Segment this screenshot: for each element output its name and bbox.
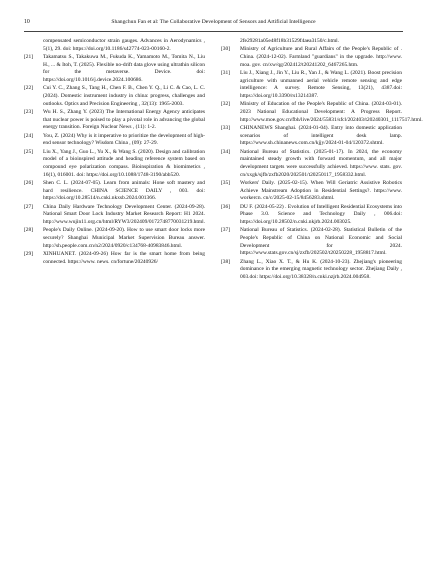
- reference-item: [24, 85, 205, 108]
- reference-text: You, Z. (2024) Why is it imperative to prioritize the development of high-end sensor technology? Wisdom China , (09): 27-29.: [43, 132, 205, 147]
- reference-item: [221, 70, 402, 101]
- reference-text: Workers' Daily. (2025-02-15). When Will Geriatric Assistive Robotics Achieve Mainstream Adoption in Residential Settings?. https://www. workercn. cn/c/2025-02-15/8456283.shtml.: [240, 179, 402, 202]
- reference-item: [221, 180, 402, 203]
- reference-text: Liu X., Yang J., Guo L., Yu X., & Wang S. (2020). Design and calibration model of a bioinspired attitude and heading reference system based on compound eye polarization compass. Bioinspiration & biomimetics , 16(1), 016001. doi: https://doi.org/10.1088/1748-3190/abb520.: [43, 148, 205, 178]
- reference-text: National Bureau of Statistics. (2025-01-17). In 2024, the economy maintained steady growth with forward momentum, and all major development targets were successfully achieved. https://www. stats. gov. cn/xxgk/sjfb/zxfb2020/202501/t20250117_1958332.html.: [240, 148, 402, 178]
- reference-item: [24, 149, 205, 180]
- reference-item: [24, 54, 205, 85]
- reference-text: CHINANEWS Shanghai. (2024-01-04). Entry into domestic application scenarios of intelligent desk lamp. https://www.sh.chinanews.com.cn/kjjy/2024-01-04/120372.shtml.: [240, 124, 402, 147]
- reference-text: People's Daily Online. (2024-09-20). How to use smart door locks more securely? Shanghai Municipal Market Supervision Bureau answer. http://sh.people.com.cn/n2/2024/0920/c134768-40983846.html.: [43, 227, 205, 249]
- page-header: [24, 19, 403, 31]
- reference-item: [221, 125, 402, 148]
- reference-number: [22]: [24, 85, 34, 92]
- reference-number: [27]: [24, 203, 34, 210]
- reference-number: [26]: [24, 179, 34, 186]
- reference-number: [36]: [221, 203, 231, 210]
- reference-number: [33]: [221, 124, 231, 131]
- reference-text: National Bureau of Statistics. (2024-02-28). Statistical Bulletin of the People's Republic of China on National Economic and Social Development for 2024. https://www.stats.gov.cn/sj/zxfb/202502/t20250228_1958817.html.: [240, 227, 402, 257]
- reference-item: [24, 109, 205, 132]
- reference-number: [35]: [221, 179, 231, 186]
- reference-item: [24, 204, 205, 227]
- reference-text: Ministry of Agriculture and Rural Affairs of the People's Republic of . China. (2024-12-02). Farmland "guardians" in the upgrade. http://www. moa. gov. cn/xw/qg/202412/t20241202_6467265.htm.: [240, 46, 402, 68]
- reference-text: Wu H. S., Zhang Y. (2023) The International Energy Agency anticipates that nuclear power is poised to play a pivotal role in advancing the global energy transition. Foreign Nuclear News , (11): 1-2.: [43, 108, 205, 131]
- page-number: 10: [24, 19, 30, 25]
- reference-text: China Daily Hardware Technology Development Center. (2024-09-28). National Smart Door Lock Industry Market Research Report: H1 2024. http://www.wujin11.org.cn/html/RYW3/202409/0172748770031219.html.: [43, 203, 206, 225]
- reference-item: [221, 149, 402, 180]
- reference-number: [29]: [24, 250, 34, 257]
- reference-text: Takamatsu S., Takakuwa M., Fukuda K., Yamamoto M., Tomita N., Liu H., ... & Itoh, T. (2025). Flexible no-drift data glove using ultrathin silicon for the metaverse. Device. doi: https://doi.org/10.1016/j.device.2024.100686.: [43, 54, 205, 83]
- reference-number: [30]: [221, 46, 231, 53]
- reference-text: Cui Y. C., Zhang S., Tang H., Chen F. B., Chen Y. Q., Li C. & Cao, L. C. (2024). Domestic instrument industry in china: progress, challenges and outlooks. Optics and Precision Engineering , 32(13): 1965-2003.: [43, 85, 205, 107]
- reference-continuation: compensated semiconductor strain gauges. Advances in Aerodynamics , 5(1), 29. doi: https://doi.org/10.1186/s42774-023-00160-2.: [43, 38, 205, 52]
- reference-text: DU F. (2024-05-22) . Evolution of Intelligent Residential Ecosystems into Phase 3.0. Science and Technology Daily , 006.doi: https://doi.org/10.28502/n.cnki.nkjrb.2024.003025.: [240, 203, 402, 225]
- reference-number: [23]: [24, 108, 34, 115]
- reference-item: [221, 204, 402, 227]
- reference-continuation: 2fe29281a05e48f18b31529f4aea3150/c.html.: [240, 38, 340, 44]
- reference-item: [221, 259, 402, 282]
- reference-number: [32]: [221, 101, 231, 108]
- running-head: Shangchun Fan et al: The Collaborative Development of Sensors and Artificial Intelligence: [111, 19, 316, 25]
- reference-item: [221, 101, 423, 124]
- reference-text: XINHUANET. (2024-09-26) How far is the smart home from being connected. https://www. news. cn/fortune/20240926/: [43, 250, 205, 265]
- reference-text: Ministry of Education of the People's Republic of China. (2024-03-01). 2023 National Educational Development: A Progress Report. http://www.moe.gov.cn/fbh/live/2024/55831/sfcl/202403/t20240301_1117517.html.: [240, 101, 423, 123]
- reference-item: [221, 227, 402, 258]
- reference-item: [24, 133, 205, 148]
- reference-number: [38]: [221, 258, 231, 265]
- reference-item: [221, 46, 402, 69]
- reference-number: [21]: [24, 54, 34, 60]
- reference-column-left: [24, 38, 205, 266]
- reference-number: [24]: [24, 132, 34, 139]
- reference-item: [24, 180, 205, 203]
- reference-column-right: [221, 38, 423, 282]
- reference-item: [24, 227, 205, 250]
- reference-number: [28]: [24, 227, 34, 234]
- reference-text: Shen C. L. (2024-07-05). Learn from animals: Hone soft mastery and hard resilience. CHINA SCIENCE DAILY , 003. doi: https://doi.org/10.28514/n.cnki.nkxsb.2024.001366.: [43, 179, 205, 202]
- reference-number: [37]: [221, 227, 231, 234]
- reference-number: [25]: [24, 148, 34, 155]
- reference-text: Zhang L., Xiao X. T., & Hu K. (2024-10-23). Zhejiang's pioneering dominance in the emerging magnetic technology sector. Zhejiang Daily , 003.doi: https://doi.org/10.38328/n.cnki.nzjrb.2024.004958.: [240, 258, 402, 280]
- reference-item: [24, 251, 205, 266]
- header-divider: [24, 31, 403, 32]
- reference-text: Liu J., Xiang J., Jin Y., Liu R., Yan J., & Wang L. (2021). Boost precision agriculture with unmanned aerial vehicle remote sensing and edge intelligence: A survey. Remote Sensing, 13(21), 4387.doi: https://doi.org/10.3390/rs13214387.: [240, 70, 402, 99]
- reference-number: [34]: [221, 148, 231, 155]
- reference-number: [31]: [221, 70, 231, 76]
